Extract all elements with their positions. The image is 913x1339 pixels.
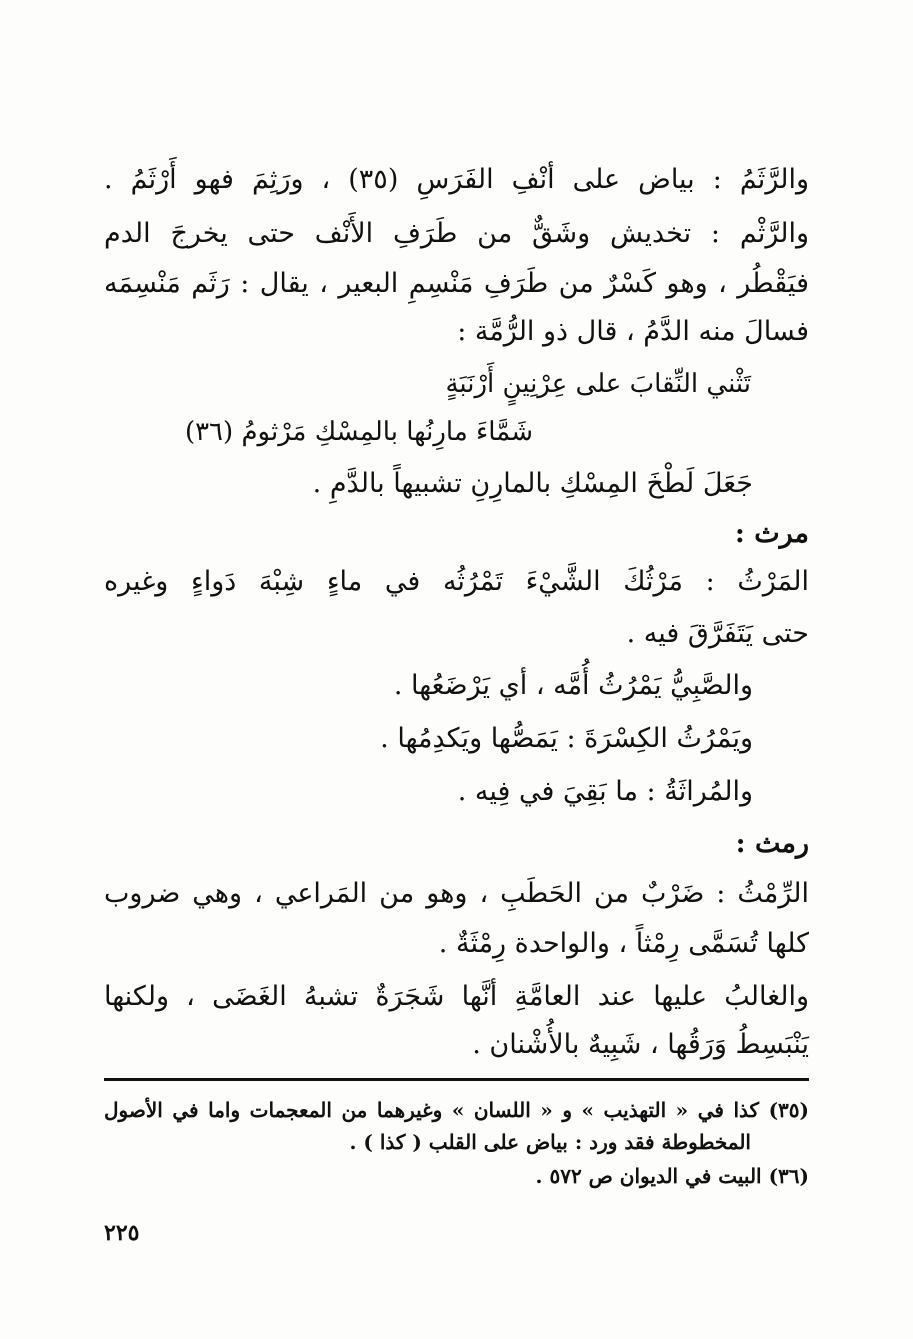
paragraph-line: جَعَلَ لَطْخَ المِسْكِ بالمارِنِ تشبيهاً بالدَّمِ . [312, 468, 753, 499]
paragraph-line: المَرْثُ : مَرْثُكَ الشَّيْءَ تَمْرُثُه في ماءٍ شِبْهَ دَواءٍ وغيره [104, 566, 809, 597]
verse-line-2: شَمَّاءَ مارِنُها بالمِسْكِ مَرْثومُ (٣٦) [184, 417, 533, 447]
paragraph-line: والغالبُ عليها عند العامَّةِ أنَّها شَجَرَةٌ تشبهُ الغَضَى ، ولكنها [104, 981, 809, 1012]
paragraph-line: فسالَ منه الدَّمُ ، قال ذو الرُّمَّة : [457, 316, 809, 347]
paragraph-line: كلها تُسَمَّى رِمْثاً ، والواحدة رِمْثَةٌ . [438, 928, 809, 959]
page-number: ٢٢٥ [104, 1220, 140, 1246]
paragraph-line: حتى يَتَفَرَّقَ فيه . [626, 618, 809, 649]
paragraph-line: والمُراثَةُ : ما بَقِيَ في فِيه . [457, 776, 753, 807]
footnote-35-line-1: (٣٥) كذا في « التهذيب » و « اللسان » وغيرهما من المعجمات واما في الأصول [104, 1098, 809, 1122]
footnote-divider [104, 1078, 809, 1081]
paragraph-line: يَنْبَسِطُ وَرَقُها ، شَبِيهٌ بالأُشْنان . [472, 1029, 809, 1060]
paragraph-line: فيَقْطُر ، وهو كَسْرٌ من طَرَفِ مَنْسِمِ البعير ، يقال : رَثَم مَنْسِمَه [104, 268, 809, 299]
paragraph-line: والصَّبِيُّ يَمْرُثُ أُمَّه ، أي يَرْضَعُها . [393, 670, 753, 701]
entry-heading: رمث : [735, 828, 809, 859]
footnote-36: (٣٦) البيت في الديوان ص ٥٧٢ . [535, 1164, 809, 1188]
paragraph-line: والرَّثَمُ : بياض على أنْفِ الفَرَسِ (٣٥) ، ورَثِمَ فهو أَرْثَمُ . [104, 164, 809, 195]
verse-line-1: تَثْني النِّقابَ على عِرْنِينٍ أَرْنَبَةٍ [445, 369, 751, 399]
paragraph-line: الرِّمْثُ : ضَرْبٌ من الحَطَبِ ، وهو من المَراعي ، وهي ضروب [104, 878, 809, 909]
paragraph-line: ويَمْرُثُ الكِسْرَةَ : يَمَصُّها ويَكدِمُها . [380, 723, 753, 754]
paragraph-line: والرَّثْم : تخديش وشَقٌّ من طَرَفِ الأَنْف حتى يخرجَ الدم [104, 218, 809, 249]
entry-heading: مرث : [734, 518, 809, 549]
footnote-35-line-2: المخطوطة فقد ورد : بياض على القلب ( كذا ) . [349, 1130, 751, 1154]
